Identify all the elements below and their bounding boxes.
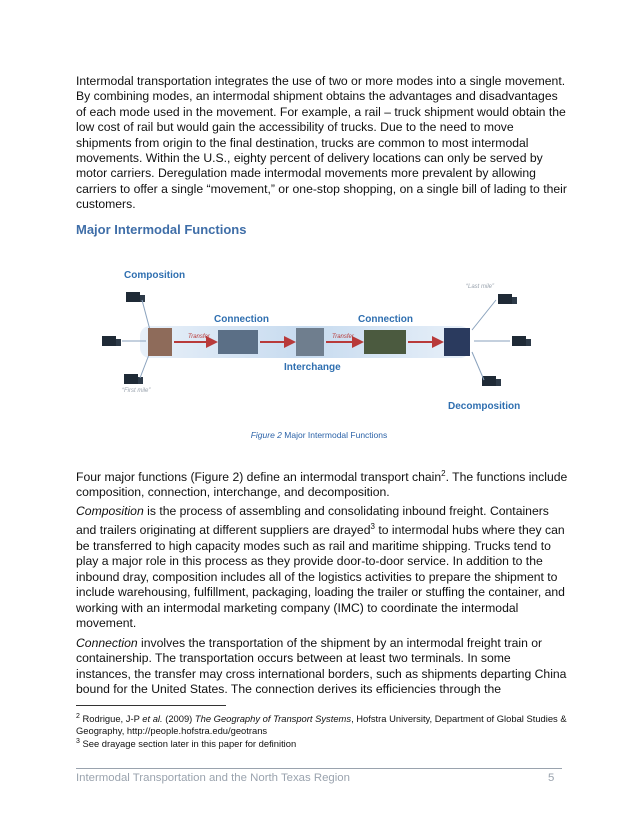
- functions-text-cont: . The functions include composition, connection, interchange, and decomposition.: [76, 470, 568, 500]
- footnote-3: [76, 736, 568, 750]
- functions-text: Four major functions (Figure 2) define an intermodal transport chain: [76, 470, 442, 485]
- figure-caption: [0, 430, 638, 440]
- label-transfer-left: Transfer: [188, 334, 210, 340]
- truck-icon: [482, 376, 501, 386]
- composition-text-cont: to intermodal hubs where they can be transferred to high capacity modes such as rail and maritime shipping. Trucks tend to play a major role in this process as they provide door-to-door service. In addition to the inbound dray, composition includes all of the logistics activities to prepare the shipment to include warehousing, fulfillment, packaging, loading the trailer or stuffing the container, and working with an intermodal marketing company (IMC) to coordinate the intermodal movement.: [76, 523, 565, 630]
- truck-icon: [124, 374, 143, 384]
- caption-text: Major Intermodal Functions: [281, 430, 388, 440]
- connection-text: involves the transportation of the shipment by an intermodal freight train or containership. The transportation occurs between at least two terminals. In some instances, the transfer may cross international borders, such as shipments departing China bound for the United States. The connection derives its efficiencies through the: [76, 636, 567, 697]
- footnote-2-rest: , Hofstra University, Department of Global Studies & Geography, http://people.hofstra.edu/geotrans: [76, 713, 567, 737]
- footer-title: Intermodal Transportation and the North Texas Region: [76, 772, 350, 784]
- warehouse-photo: [444, 328, 470, 356]
- port-photo: [148, 328, 172, 356]
- section-heading: Major Intermodal Functions: [76, 222, 247, 237]
- label-first-mile: “First mile”: [122, 388, 151, 394]
- truck-icon: [512, 336, 531, 346]
- truck-icon: [102, 336, 121, 346]
- footnote-2-year: (2009): [162, 713, 195, 725]
- label-interchange: Interchange: [284, 362, 341, 373]
- footnote-2-etal: et al.: [142, 713, 163, 725]
- intermodal-functions-figure: [100, 264, 540, 422]
- truck-icon: [498, 294, 517, 304]
- label-connection-right: Connection: [358, 314, 413, 325]
- footnote-ref-3: 3: [370, 522, 375, 532]
- label-composition: Composition: [124, 270, 186, 281]
- footnote-3-text: See drayage section later in this paper for definition: [79, 738, 297, 750]
- label-transfer-right: Transfer: [332, 334, 354, 340]
- terminal-photo: [296, 328, 324, 356]
- composition-term: Composition: [76, 504, 144, 518]
- intro-paragraph: [76, 74, 568, 213]
- footnote-2-title: The Geography of Transport Systems: [194, 713, 352, 725]
- footnote-2-author: Rodrigue, J-P: [79, 713, 143, 725]
- composition-paragraph: [76, 504, 568, 631]
- figure-diagram: [100, 264, 540, 422]
- train-photo: [364, 330, 406, 354]
- label-decomposition: Decomposition: [448, 401, 521, 412]
- intro-text: Intermodal transportation integrates the use of two or more modes into a single movement. By combining modes, an intermodal shipment obtains the advantages and disadvantages of each mode used in the movement. For example, a rail – truck shipment would obtain the low cost of rail but would gain the accessibility of trucks. Due to the need to move shipments from origin to the final destination, trucks are common to most intermodal movements. Within the U.S., eighty percent of delivery locations can only be served by motor carriers. Deregulation made intermodal movements more prevalent by allowing carriers to offer a single “movement,” or one-stop shopping, on a single bill of lading to their customers.: [76, 74, 567, 212]
- page-number: 5: [548, 772, 555, 784]
- footnote-3-number: 3: [76, 738, 80, 745]
- footnote-2-number: 2: [76, 713, 80, 720]
- composition-text: is the process of assembling and consolidating inbound freight. Containers and trailers originating at different suppliers are drayed: [76, 504, 549, 538]
- footnote-divider: [76, 705, 226, 706]
- footnote-ref-2: 2: [441, 469, 446, 478]
- label-last-mile: “Last mile”: [466, 284, 495, 290]
- footnote-2: [76, 711, 568, 737]
- label-connection-left: Connection: [214, 314, 269, 325]
- connection-term: Connection: [76, 636, 138, 650]
- functions-paragraph: [76, 466, 568, 501]
- caption-label: Figure 2: [250, 430, 282, 440]
- connection-paragraph: [76, 636, 568, 698]
- footer-divider: [76, 768, 562, 769]
- ship-photo: [218, 330, 258, 354]
